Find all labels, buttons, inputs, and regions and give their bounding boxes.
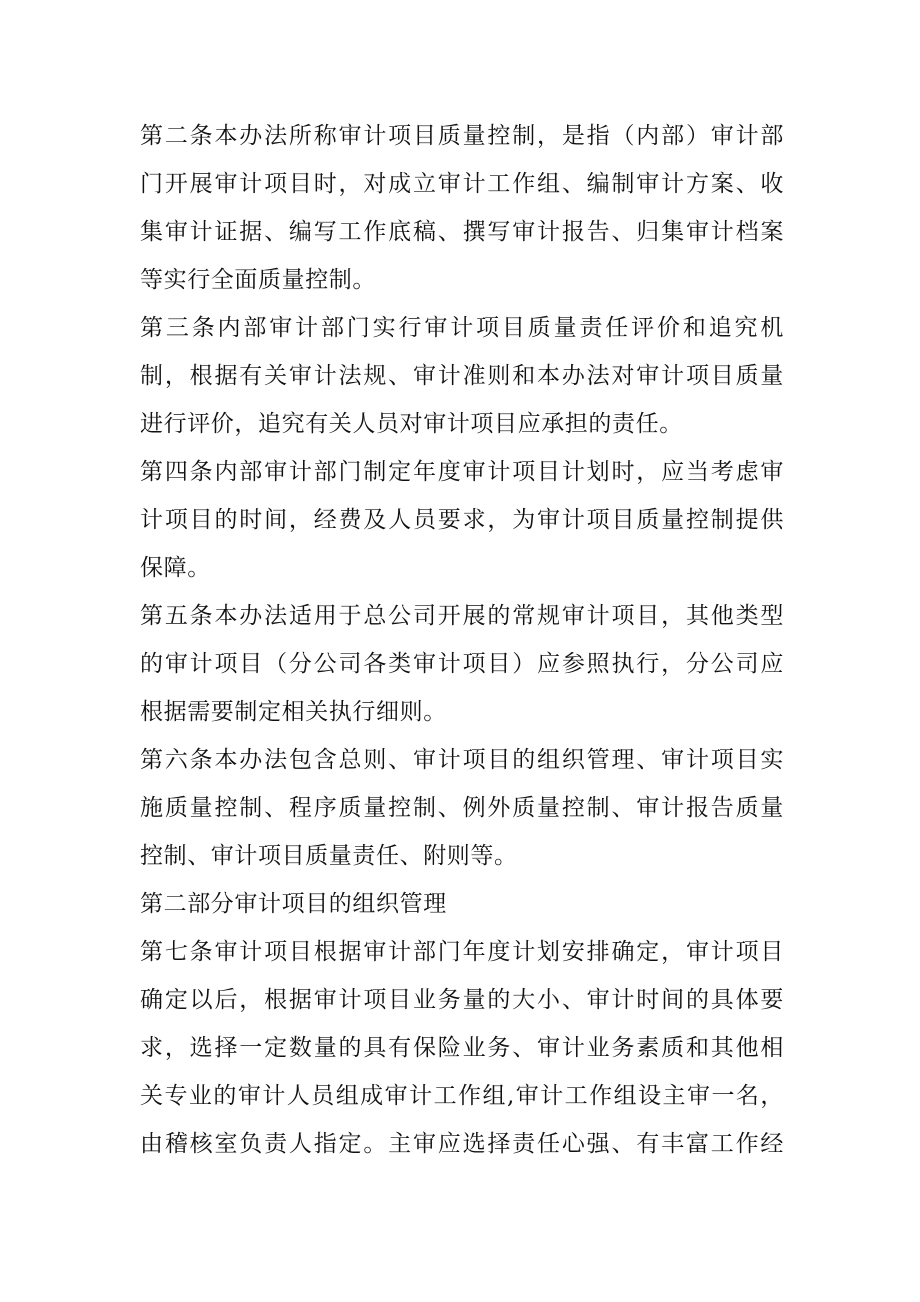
text-line: 施质量控制、程序质量控制、例外质量控制、审计报告质量 (140, 795, 784, 821)
text-line: 第六条本办法包含总则、审计项目的组织管理、审计项目实 (140, 747, 784, 773)
paragraph-article-3 (140, 304, 784, 448)
text-line: 集审计证据、编写工作底稿、撰写审计报告、归集审计档案 (140, 219, 784, 245)
text-line: 的审计项目（分公司各类审计项目）应参照执行，分公司应 (140, 651, 784, 677)
text-line: 根据需要制定相关执行细则。 (140, 699, 447, 725)
text-line: 确定以后，根据审计项目业务量的大小、审计时间的具体要 (140, 987, 784, 1013)
text-line: 第四条内部审计部门制定年度审计项目计划时，应当考虑审 (140, 459, 784, 485)
section-heading-part-2 (140, 880, 784, 928)
text-line: 保障。 (140, 555, 211, 581)
paragraph-article-2 (140, 112, 784, 304)
text-line: 第二条本办法所称审计项目质量控制，是指（内部）审计部 (140, 123, 784, 149)
paragraph-article-7 (140, 928, 784, 1168)
text-line: 等实行全面质量控制。 (140, 267, 376, 293)
document-body (140, 112, 784, 1168)
text-line: 第三条内部审计部门实行审计项目质量责任评价和追究机 (140, 315, 784, 341)
paragraph-article-6 (140, 736, 784, 880)
text-line: 控制、审计项目质量责任、附则等。 (140, 843, 518, 869)
text-line: 第七条审计项目根据审计部门年度计划安排确定，审计项目 (140, 939, 784, 965)
paragraph-article-5 (140, 592, 784, 736)
text-line: 门开展审计项目时，对成立审计工作组、编制审计方案、收 (140, 171, 784, 197)
text-line: 关专业的审计人员组成审计工作组,审计工作组设主审一名， (140, 1083, 784, 1109)
text-line: 进行评价，追究有关人员对审计项目应承担的责任。 (140, 411, 683, 437)
text-line: 制，根据有关审计法规、审计准则和本办法对审计项目质量 (140, 363, 784, 389)
text-line: 计项目的时间，经费及人员要求，为审计项目质量控制提供 (140, 507, 784, 533)
text-line: 第五条本办法适用于总公司开展的常规审计项目，其他类型 (140, 603, 784, 629)
section-heading-text: 第二部分审计项目的组织管理 (140, 891, 447, 917)
text-line: 由稽核室负责人指定。主审应选择责任心强、有丰富工作经 (140, 1131, 784, 1157)
paragraph-article-4 (140, 448, 784, 592)
text-line: 求，选择一定数量的具有保险业务、审计业务素质和其他相 (140, 1035, 784, 1061)
